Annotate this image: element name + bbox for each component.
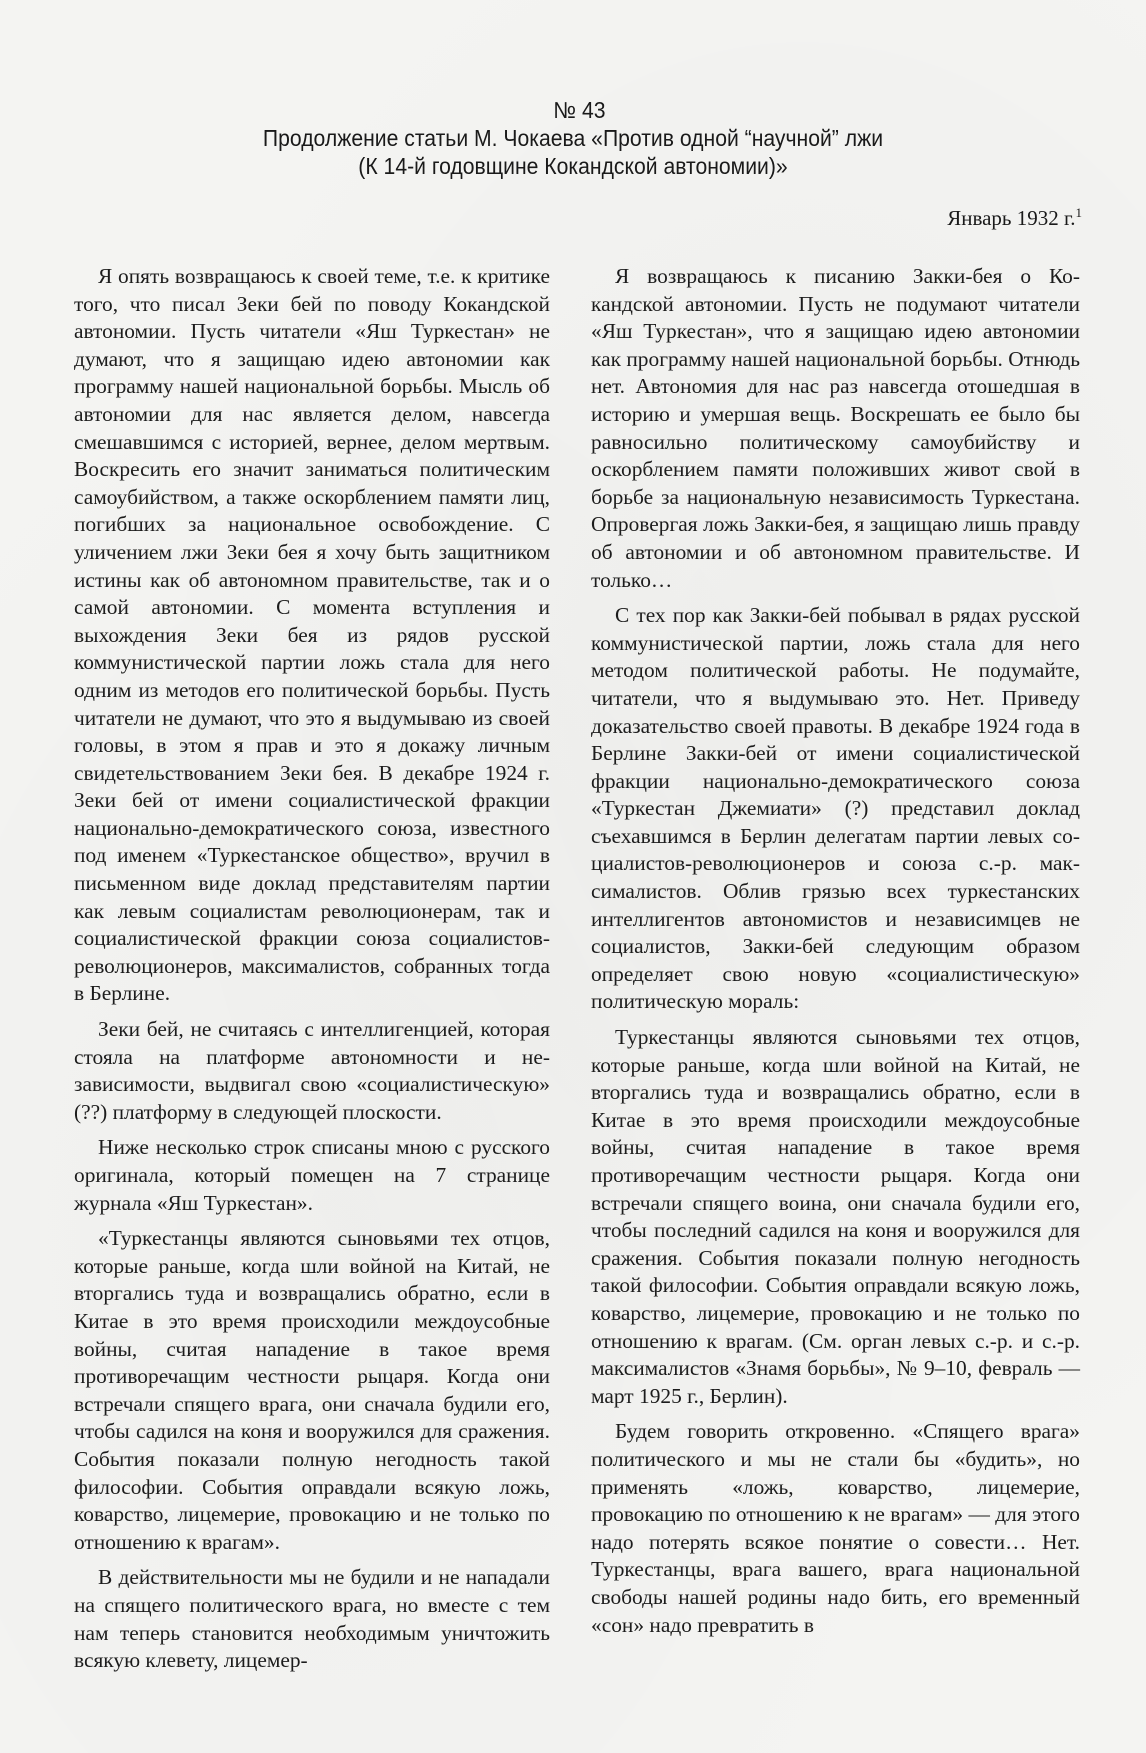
document-number: № 43 bbox=[553, 97, 606, 123]
footnote-marker: 1 bbox=[1075, 205, 1082, 220]
paragraph: Туркестанцы являются сыновьями тех отцов, которые раньше, когда шли войной на Китай, не вторгались туда и возвращались обратно, если в Китае в это время происходили междоусобные войны, считая нападение в такое время противоречащим честности рыцаря. Когда они встречали спящего воина, они сначала будили его, чтобы последний садился на коня и вооружился для сражения. События показали полную негодность такой философии. События оправдали всякую ложь, коварство, лицемерие, провокацию и не только по отношению к врагам. (См. орган левых с.-р. и с.-р. максималистов «Знамя борьбы», № 9–10, февраль — март 1925 г., Берлин). bbox=[591, 1025, 1080, 1408]
document-title-line-1: Продолжение статьи М. Чокаева «Против одной “научной” лжи bbox=[262, 125, 884, 151]
paragraph: Ниже несколько строк списаны мною с русского оригинала, который помещен на 7 странице журнала «Яш Туркестан». bbox=[74, 1135, 550, 1215]
paragraph: «Туркестанцы являются сыновьями тех отцов, которые раньше, когда шли войной на Китай, не вторгались туда и возвращались обратно, если в Китае в это время происходили междоусобные войны, считая нападение в такое время противоречащим честности рыцаря. Когда они встречали спящего врага, они сначала будили его, чтобы садился на коня и вооружился для сражения. События показали полную негодность такой философии. События оправдали всякую ложь, коварство, лицемерие, провокацию и не только по отношению к врагам». bbox=[74, 1226, 550, 1554]
document-title-line-2: (К 14-й годовщине Кокандской автономии)» bbox=[358, 153, 788, 179]
document-date bbox=[947, 205, 1082, 231]
paragraph: Будем говорить откровенно. «Спящего врага» политического и мы не стали бы «будить», но применять «ложь, коварство, лицемерие, провокацию по отношению к не врагам» — для этого надо потерять всякое понятие о совести… Нет. Туркестанцы, врага вашего, врага национальной свободы нашей родины надо бить, его временный «сон» надо превратить в bbox=[591, 1419, 1080, 1637]
paragraph: С тех пор как Закки-бей побывал в рядах русской коммунистической партии, ложь стала для него методом политической работы. Не подумайте, читатели, что я выдумываю это. Нет. Приведу доказательство своей правоты. В декабре 1924 года в Берлине Закки-бей от имени социалистической фракции национально-демократического союза «Туркестан Джемиати» (?) представил доклад съехавшимся в Берлин делегатам партии левых социалистов-революционеров и союза с.-р. максималистов. Облив грязью всех туркестанских интеллигентов автономистов и независимцев не социалистов, Закки-бей следующим образом определяет свою новую «социалистическую» политическую мораль: bbox=[591, 603, 1080, 1014]
left-column-text bbox=[74, 263, 550, 1683]
document-header bbox=[46, 96, 1100, 180]
paragraph: Зеки бей, не считаясь с интеллигенцией, которая стояла на платформе автономности и независимости, выдвигал свою «социалистическую» (??) платформу в следующей плоскости. bbox=[74, 1017, 550, 1124]
paragraph: В действительности мы не будили и не нападали на спящего политического врага, но вместе с тем нам теперь становится необходимым уничтожить всякую клевету, лицемер- bbox=[74, 1565, 550, 1673]
right-column-text bbox=[591, 263, 1080, 1647]
date-text: Январь 1932 г. bbox=[947, 206, 1076, 230]
paragraph: Я опять возвращаюсь к своей теме, т.е. к критике того, что писал Зеки бей по поводу Кокандской автономии. Пусть читатели «Яш Туркестан» не думают, что я защищаю идею автономии как программу нашей национальной борьбы. Мысль об автономии для нас является делом, навсегда смешавшимся с историей, вернее, делом мертвым. Воскресить его значит заниматься политическим самоубийством, а также оскорблением памяти лиц, погибших за национальное освобождение. С уличением лжи Зеки бея я хочу быть защитником истины как об автономном правительстве, так и о самой автономии. С момента вступления и выхождения Зеки бея из рядов русской коммунистической партии ложь стала для него одним из методов его политической борьбы. Пусть читатели не думают, что это я выдумываю из своей головы, в этом я прав и это я докажу личным свидетельствованием Зеки бея. В декабре 1924 г. Зеки бей от имени социалистической фракции национально-демократического союза, известного под именем «Туркестанское общество», вручил в письменном виде доклад представителям партии как левым социалистам революционерам, так и социалистической фракции союза социалистов-революционеров, максималистов, собранных тогда в Берлине. bbox=[74, 264, 550, 1006]
paragraph: Я возвращаюсь к писанию Закки-бея о Кокандской автономии. Пусть не подумают читатели «Яш Туркестан», что я защищаю идею автономии как программу нашей национальной борьбы. Отнюдь нет. Автономия для нас раз навсегда отошедшая в историю и умершая вещь. Воскрешать ее было бы равносильно политическому самоубийству и оскорблением памяти положивших живот свой в борьбе за национальную независимость Туркестана. Опровергая ложь Закки-бея, я защищаю лишь правду об автономии и об автономном правительстве. И только… bbox=[591, 264, 1080, 592]
